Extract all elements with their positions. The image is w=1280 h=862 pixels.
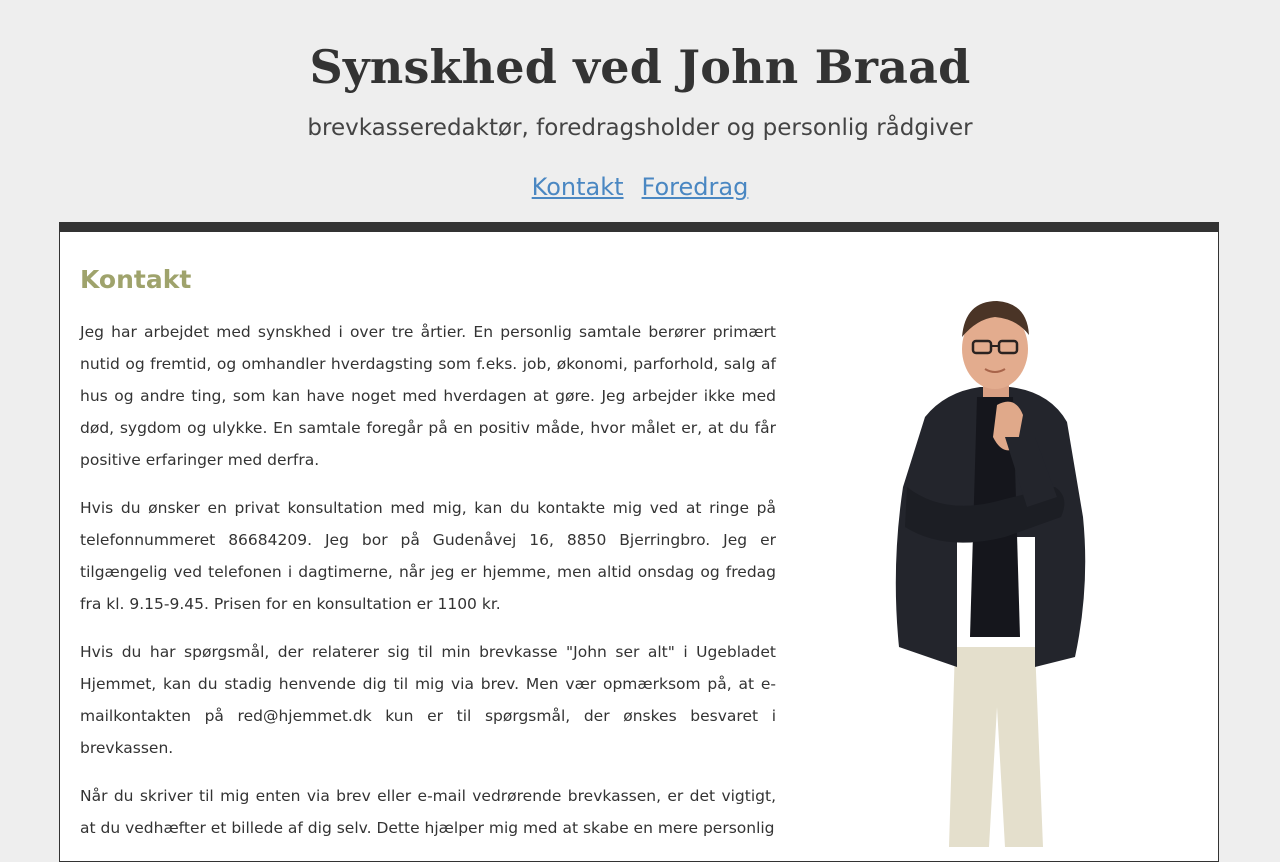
nav-link-kontakt[interactable]: Kontakt xyxy=(531,173,624,201)
main-nav xyxy=(0,170,1280,206)
site-header xyxy=(0,0,1280,206)
site-subtitle: brevkasseredaktør, foredragsholder og personlig rådgiver xyxy=(307,115,973,141)
paragraph-intro: Jeg har arbejdet med synskhed i over tre årtier. En personlig samtale berører primært nutid og fremtid, og omhandler hverdagsting som f.eks. job, økonomi, parforhold, salg af hus og andre ting, som kan have noget med hverdagen at gøre. Jeg arbejder ikke med død, sygdom og ulykke. En samtale foregår på en positiv måde, hvor målet er, at du får positive erfaringer med derfra. xyxy=(80,323,776,469)
site-title: Synskhed ved John Braad xyxy=(309,40,971,94)
content-panel xyxy=(59,222,1219,862)
paragraph-consultation: Hvis du ønsker en privat konsultation med mig, kan du kontakte mig ved at ringe på telefonnummeret 86684209. Jeg bor på Gudenåvej 16, 8850 Bjerringbro. Jeg er tilgængelig ved telefonen i dagtimerne, når jeg er hjemme, men altid onsdag og fredag fra kl. 9.15-9.45. Prisen for en konsultation er 1100 kr. xyxy=(80,499,776,613)
paragraph-photo-request: Når du skriver til mig enten via brev eller e-mail vedrørende brevkassen, er det vigtigt, at du vedhæfter et billede af dig selv. Dette hjælper mig med at skabe en mere personlig xyxy=(80,787,776,837)
main-text-column xyxy=(80,262,776,860)
nav-link-foredrag[interactable]: Foredrag xyxy=(641,173,749,201)
page-heading: Kontakt xyxy=(80,265,192,294)
paragraph-brevkasse: Hvis du har spørgsmål, der relaterer sig til min brevkasse "John ser alt" i Ugebladet Hjemmet, kan du stadig henvende dig til mig via brev. Men vær opmærksom på, at e-mailkontakten på red@hjemmet.dk kun er til spørgsmål, der ønskes besvaret i brevkassen. xyxy=(80,643,776,757)
portrait-photo xyxy=(885,287,1105,847)
